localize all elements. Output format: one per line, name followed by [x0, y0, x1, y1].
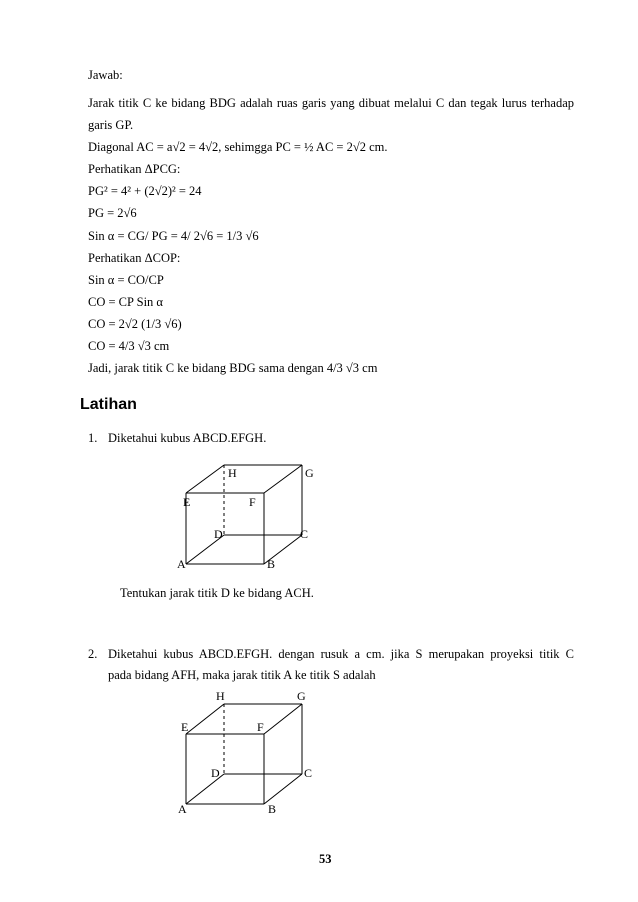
vertex2-label-f: F [257, 720, 264, 734]
exercise-2-text-line1: Diketahui kubus ABCD.EFGH. dengan rusuk a cm. jika S merupakan proyeksi titik C [108, 647, 574, 661]
exercise-2-text-line2: pada bidang AFH, maka jarak titik A ke titik S adalah [108, 668, 376, 682]
exercise-1-number: 1. [88, 431, 98, 445]
answer-line-9: Sin α = CO/CP [88, 273, 164, 287]
vertex-label-e: E [183, 495, 191, 509]
answer-line-10: CO = CP Sin α [88, 295, 163, 309]
exercise-2-number: 2. [88, 647, 98, 661]
vertex-label-d: D [214, 527, 223, 541]
answer-label: Jawab: [88, 68, 123, 82]
vertex-label-h: H [228, 466, 237, 480]
answer-line-2: garis GP. [88, 118, 134, 132]
vertex-label-g: G [305, 466, 314, 480]
vertex2-label-a: A [178, 802, 187, 816]
vertex2-label-h: H [216, 689, 225, 703]
answer-line-8: Perhatikan ΔCOP: [88, 251, 181, 265]
answer-conclusion: Jadi, jarak titik C ke bidang BDG sama dengan 4/3 √3 cm [88, 361, 378, 375]
vertex2-label-c: C [304, 766, 313, 780]
answer-line-1: Jarak titik C ke bidang BDG adalah ruas garis yang dibuat melalui C dan tegak lurus terhadap [88, 96, 574, 110]
vertex-label-f: F [249, 495, 256, 509]
answer-line-3: Diagonal AC = a√2 = 4√2, sehimgga PC = ½ AC = 2√2 cm. [88, 140, 388, 154]
answer-line-5: PG² = 4² + (2√2)² = 24 [88, 184, 202, 198]
answer-line-6: PG = 2√6 [88, 206, 137, 220]
answer-line-4: Perhatikan ΔPCG: [88, 162, 181, 176]
vertex-label-a: A [177, 557, 186, 571]
cube-diagram-2 [186, 704, 302, 804]
vertex2-label-g: G [297, 689, 306, 703]
section-heading: Latihan [80, 396, 137, 413]
answer-line-12: CO = 4/3 √3 cm [88, 339, 170, 353]
vertex2-label-d: D [211, 766, 220, 780]
vertex2-label-e: E [181, 720, 189, 734]
exercise-1-question: Tentukan jarak titik D ke bidang ACH. [120, 586, 314, 600]
vertex2-label-b: B [268, 802, 277, 816]
vertex-label-b: B [267, 557, 276, 571]
answer-line-7: Sin α = CG/ PG = 4/ 2√6 = 1/3 √6 [88, 229, 259, 243]
page-number: 53 [319, 852, 332, 866]
exercise-1-text: Diketahui kubus ABCD.EFGH. [108, 431, 267, 445]
answer-line-11: CO = 2√2 (1/3 √6) [88, 317, 182, 331]
vertex-label-c: C [300, 527, 309, 541]
